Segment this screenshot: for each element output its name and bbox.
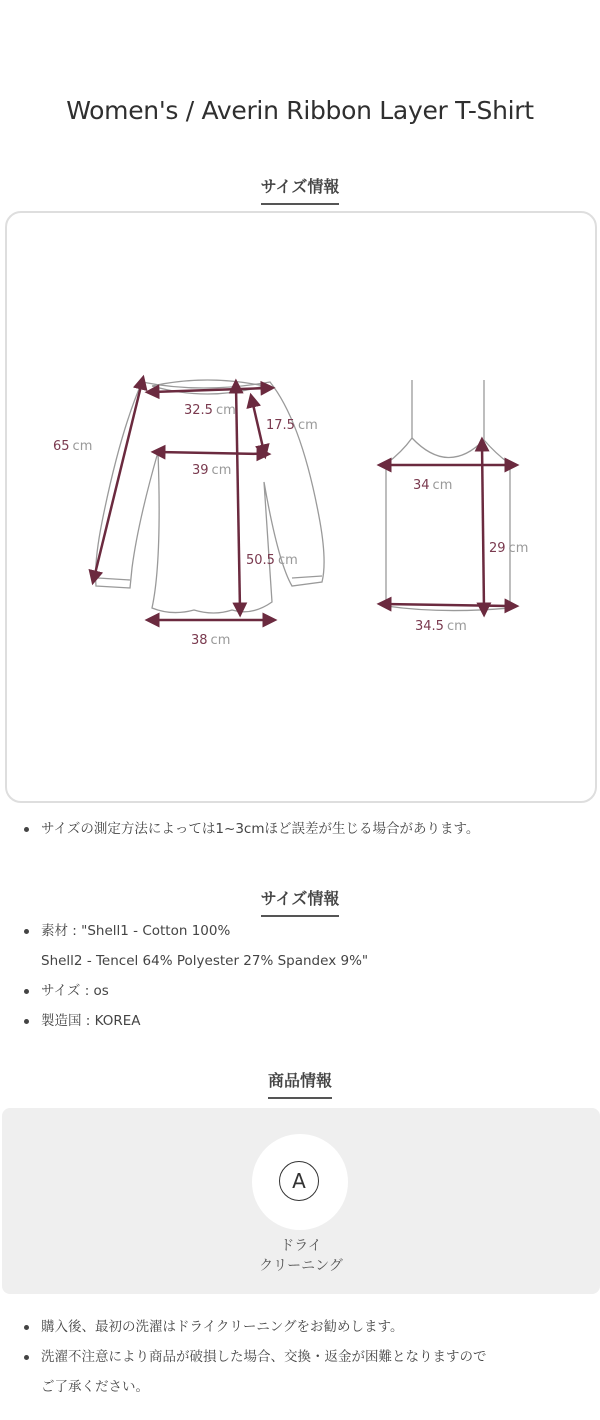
cami-chest-label: 34 cm (413, 478, 453, 493)
size-note: サイズの測定方法によっては1~3cmほど誤差が生じる場合があります。 (22, 814, 479, 844)
care-note-1: 購入後、最初の洗濯はドライクリーニングをお勧めします。 (22, 1312, 487, 1342)
care-symbol-badge (252, 1134, 348, 1230)
size-info-heading-text: サイズ情報 (261, 174, 340, 205)
care-heading (0, 1068, 600, 1099)
care-panel (2, 1108, 600, 1294)
size-diagram-frame (5, 211, 597, 803)
armhole-label: 17.5 cm (266, 418, 318, 433)
product-title: Women's / Averin Ribbon Layer T-Shirt (66, 96, 534, 125)
cami-outline (386, 380, 510, 611)
cami-length-label: 29 cm (489, 541, 529, 556)
sleeve-length-label: 65 cm (53, 439, 93, 454)
care-note-2 (22, 1342, 487, 1402)
size-diagram (7, 213, 595, 801)
size-item: サイズ : os (22, 976, 368, 1006)
armhole-line (252, 400, 264, 452)
hem-label: 38 cm (191, 633, 231, 648)
cami-hem-line (384, 604, 512, 606)
cami-hem-label: 34.5 cm (415, 619, 467, 634)
care-label (2, 1236, 600, 1276)
care-heading-text: 商品情報 (268, 1068, 332, 1099)
size-info-heading (0, 174, 600, 205)
care-notes-list (22, 1312, 487, 1402)
details-heading (0, 886, 600, 917)
origin-item: 製造国 : KOREA (22, 1006, 368, 1036)
size-note-list (22, 814, 479, 844)
material-line-2: Shell2 - Tencel 64% Polyester 27% Spandex 9%" (41, 953, 369, 969)
shoulder-width-label: 32.5 cm (184, 403, 236, 418)
length-line (236, 386, 240, 610)
dry-clean-icon: A (279, 1161, 319, 1201)
care-label-line-1: ドライ (280, 1238, 322, 1254)
chest-line (158, 452, 264, 454)
details-heading-text: サイズ情報 (261, 886, 340, 917)
care-note-2-line-1: 洗濯不注意により商品が破損した場合、交換・返金が困難となりますので (41, 1349, 487, 1365)
care-note-2-line-2: ご了承ください。 (41, 1379, 149, 1395)
chest-label: 39 cm (192, 463, 232, 478)
details-list (22, 916, 368, 1036)
material-line-1: 素材 : "Shell1 - Cotton 100% (41, 923, 231, 939)
material-item (22, 916, 368, 976)
total-length-label: 50.5 cm (246, 553, 298, 568)
cami-length-line (482, 444, 484, 610)
care-label-line-2: クリーニング (259, 1258, 343, 1274)
